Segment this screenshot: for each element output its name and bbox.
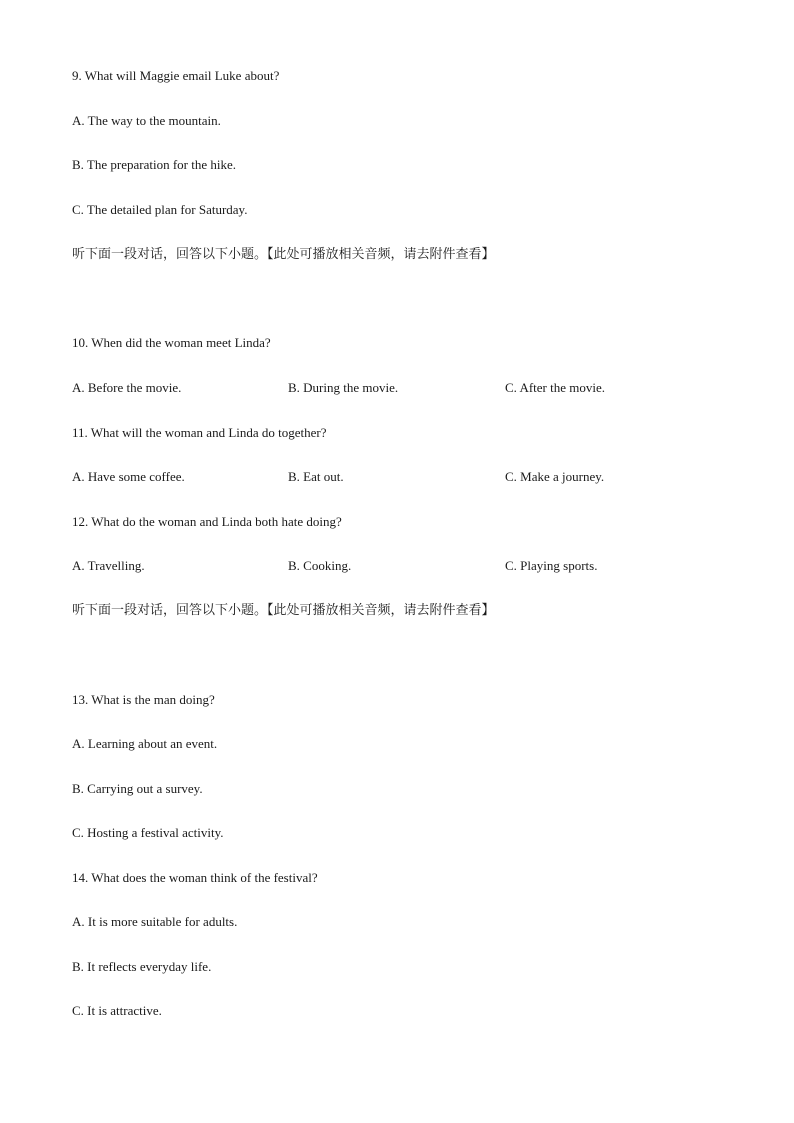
q10-option-a: A. Before the movie. — [72, 380, 182, 395]
q11-option-a: A. Have some coffee. — [72, 469, 185, 484]
question-10: 10. When did the woman meet Linda? — [72, 335, 271, 350]
q9-option-c: C. The detailed plan for Saturday. — [72, 202, 248, 217]
question-11: 11. What will the woman and Linda do together? — [72, 425, 327, 440]
question-9: 9. What will Maggie email Luke about? — [72, 68, 280, 83]
q12-option-b: B. Cooking. — [288, 558, 352, 573]
q13-option-b: B. Carrying out a survey. — [72, 781, 203, 796]
question-14: 14. What does the woman think of the festival? — [72, 870, 318, 885]
q10-option-b: B. During the movie. — [288, 380, 399, 395]
listening-instruction-1: 听下面一段对话，回答以下小题。【此处可播放相关音频，请去附件查看】 — [72, 247, 495, 262]
q11-option-b: B. Eat out. — [288, 469, 344, 484]
q10-option-c: C. After the movie. — [505, 380, 606, 395]
question-13: 13. What is the man doing? — [72, 692, 215, 707]
q11-option-c: C. Make a journey. — [505, 469, 605, 484]
listening-instruction-2: 听下面一段对话，回答以下小题。【此处可播放相关音频，请去附件查看】 — [72, 603, 495, 618]
q14-option-c: C. It is attractive. — [72, 1003, 162, 1018]
q9-option-b: B. The preparation for the hike. — [72, 157, 237, 172]
q14-option-a: A. It is more suitable for adults. — [72, 914, 238, 929]
q9-option-a: A. The way to the mountain. — [72, 113, 221, 128]
q12-options — [72, 558, 722, 574]
q13-option-c: C. Hosting a festival activity. — [72, 825, 224, 840]
q13-option-a: A. Learning about an event. — [72, 736, 218, 751]
question-12: 12. What do the woman and Linda both hate doing? — [72, 514, 342, 529]
q11-options — [72, 469, 722, 485]
q10-options — [72, 380, 722, 396]
q12-option-a: A. Travelling. — [72, 558, 145, 573]
q12-option-c: C. Playing sports. — [505, 558, 598, 573]
q14-option-b: B. It reflects everyday life. — [72, 959, 212, 974]
